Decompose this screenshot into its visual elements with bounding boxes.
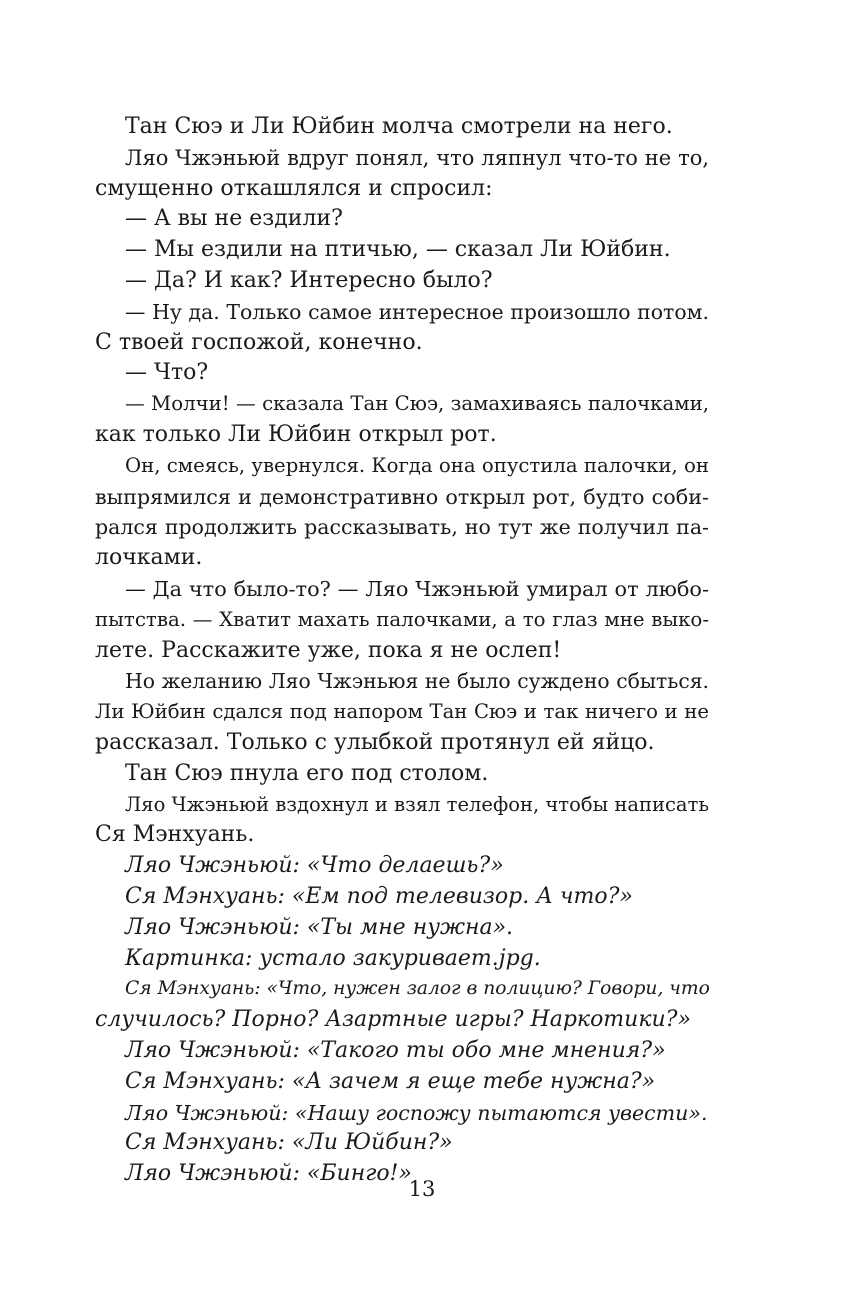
paragraph-line: Ляо Чжэньюй вздохнул и взял телефон, чтобы написать — [125, 792, 709, 816]
paragraph-line: Ся Мэнхуань. — [95, 822, 255, 848]
paragraph-line: смущенно откашлялся и спросил: — [95, 175, 493, 201]
paragraph-line: Ляо Чжэньюй вдруг понял, что ляпнул что-то не то, — [125, 145, 709, 170]
paragraph-line: выпрямился и демонстративно открыл рот, будто соби- — [95, 484, 709, 509]
paragraph-line: Тан Сюэ пнула его под столом. — [125, 760, 489, 786]
paragraph-line: рассказал. Только с улыбкой протянул ей яйцо. — [95, 729, 655, 755]
dialogue-line: — Да? И как? Интересно было? — [125, 267, 493, 293]
chat-message-line: Ляо Чжэньюй: «Такого ты обо мне мнения?» — [125, 1037, 666, 1063]
dialogue-line: — А вы не ездили? — [125, 206, 343, 232]
paragraph-line: лочками. — [95, 545, 203, 571]
chat-message-line: Ляо Чжэньюй: «Нашу госпожу пытаются увести». — [125, 1100, 708, 1125]
dialogue-line: — Мы ездили на птичью, — сказал Ли Юйбин. — [125, 237, 671, 263]
chat-message-line: Ся Мэнхуань: «Ем под телевизор. А что?» — [125, 883, 633, 909]
dialogue-line: — Да что было-то? — Ляо Чжэньюй умирал от любо- — [125, 576, 709, 601]
paragraph-line: Он, смеясь, увернулся. Когда она опустила палочки, он — [125, 453, 709, 477]
paragraph-line: Но желанию Ляо Чжэньюя не было суждено сбыться. — [125, 669, 709, 694]
dialogue-line: — Ну да. Только самое интересное произошло потом. — [125, 299, 709, 324]
chat-message-line: Ся Мэнхуань: «Что, нужен залог в полицию? Говори, что — [125, 978, 710, 1000]
dialogue-line: — Молчи! — сказала Тан Сюэ, замахиваясь палочками, — [125, 392, 709, 416]
dialogue-line: лете. Расскажите уже, пока я не ослеп! — [95, 637, 562, 663]
dialogue-line: пытства. — Хватит махать палочками, а то глаз мне выко- — [95, 607, 709, 631]
chat-message-line: случилось? Порно? Азартные игры? Наркотики?» — [95, 1007, 691, 1033]
body-text — [95, 112, 709, 1190]
chat-message-line: Ся Мэнхуань: «Ли Юйбин?» — [125, 1130, 453, 1156]
dialogue-line: — Что? — [125, 360, 209, 386]
chat-message-line: Ляо Чжэньюй: «Что делаешь?» — [125, 853, 504, 879]
dialogue-line: как только Ли Юйбин открыл рот. — [95, 421, 497, 447]
paragraph-line: Тан Сюэ и Ли Юйбин молча смотрели на него. — [125, 114, 673, 139]
paragraph-line: рался продолжить рассказывать, но тут же получил па- — [95, 515, 709, 540]
dialogue-line: С твоей госпожой, конечно. — [95, 329, 423, 355]
paragraph-line: Ли Юйбин сдался под напором Тан Сюэ и так ничего и не — [95, 700, 709, 724]
chat-message-line: Ся Мэнхуань: «А зачем я еще тебе нужна?» — [125, 1068, 656, 1094]
chat-message-line: Ляо Чжэньюй: «Бинго!» — [125, 1161, 412, 1187]
chat-message-line: Ляо Чжэньюй: «Ты мне нужна». — [125, 914, 514, 940]
page-number: 13 — [408, 1177, 436, 1201]
chat-message-line: Картинка: устало закуривает.jpg. — [125, 945, 541, 971]
